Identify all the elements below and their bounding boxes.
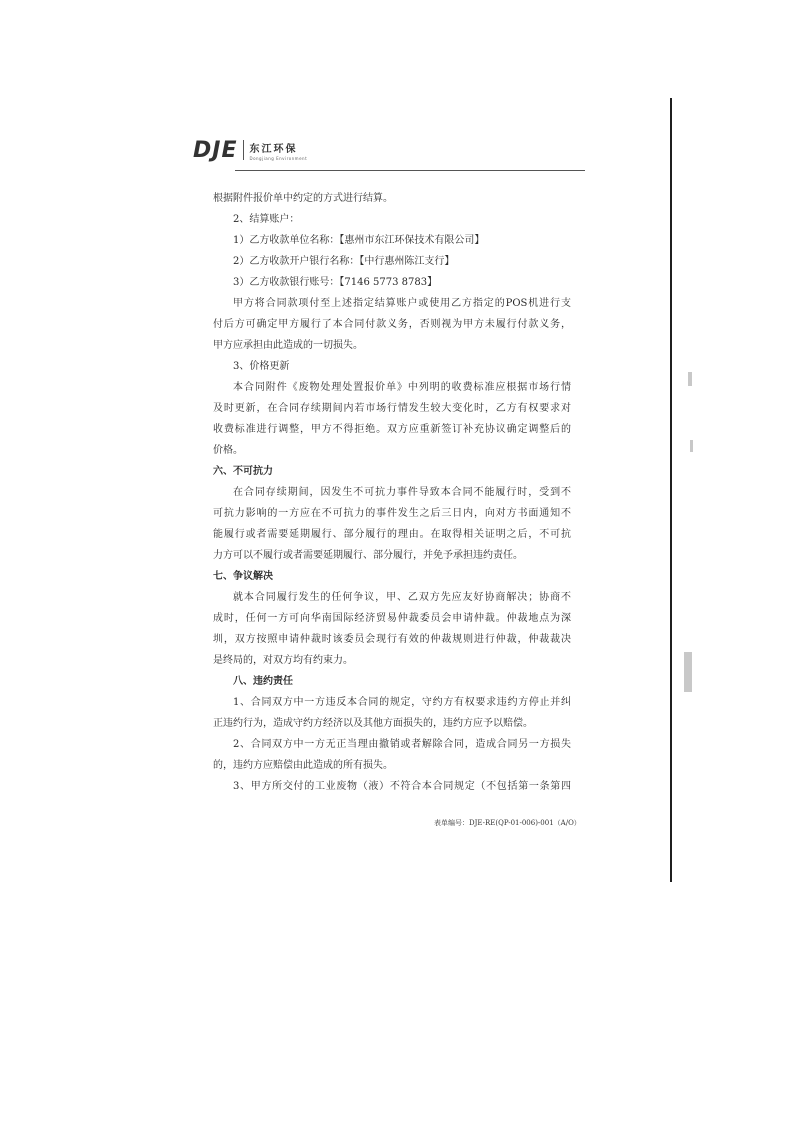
text-line: 在合同存续期间，因发生不可抗力事件导致本合同不能履行时，受到不 (233, 487, 571, 498)
text-line: 1、合同双方中一方违反本合同的规定，守约方有权要求违约方停止并纠 (233, 697, 571, 708)
text-line: 能履行或者需要延期履行、部分履行的理由。在取得相关证明之后，不可抗 (213, 529, 571, 540)
text-line: 收费标准进行调整，甲方不得拒绝。双方应重新签订补充协议确定调整后的 (213, 424, 571, 435)
logo-company-name: 东江环保 (249, 143, 298, 155)
text-line: 3、价格更新 (233, 361, 290, 372)
scan-smudge (688, 372, 692, 386)
logo-mark: DJE (193, 137, 238, 163)
text-line: 2）乙方收款开户银行名称：【中行惠州陈江支行】 (233, 256, 455, 267)
logo-text (249, 140, 307, 161)
text-line: 正违约行为，造成守约方经济以及其他方面损失的，违约方应予以赔偿。 (213, 718, 533, 729)
scan-smudge (684, 652, 692, 692)
form-number: 表单编号：DJE-RE(QP-01-006)-001（A/O） (434, 819, 581, 827)
logo-divider (243, 140, 244, 160)
text-line: 是终局的，对双方均有约束力。 (213, 655, 353, 666)
section-heading: 六、不可抗力 (213, 466, 273, 477)
header-rule (235, 170, 585, 171)
text-line: 3、甲方所交付的工业废物（液）不符合本合同规定（不包括第一条第四 (233, 781, 571, 792)
text-line: 成时，任何一方可向华南国际经济贸易仲裁委员会申请仲裁。仲裁地点为深 (213, 613, 571, 624)
text-line: 付后方可确定甲方履行了本合同付款义务，否则视为甲方未履行付款义务， (213, 319, 571, 330)
scan-smudge (690, 440, 693, 452)
text-line: 力方可以不履行或者需要延期履行、部分履行，并免予承担违约责任。 (213, 550, 523, 561)
text-line: 2、结算账户： (233, 214, 300, 225)
text-line: 根据附件报价单中约定的方式进行结算。 (213, 193, 393, 204)
text-line: 2、合同双方中一方无正当理由撤销或者解除合同，造成合同另一方损失 (233, 739, 571, 750)
company-logo (193, 139, 307, 161)
section-heading: 八、违约责任 (233, 676, 293, 687)
text-line: 及时更新，在合同存续期间内若市场行情发生较大变化时，乙方有权要求对 (213, 403, 571, 414)
text-line: 本合同附件《废物处理处置报价单》中列明的收费标准应根据市场行情 (233, 382, 571, 393)
text-line: 甲方将合同款项付至上述指定结算账户或使用乙方指定的POS机进行支 (233, 298, 571, 309)
logo-company-name-en: Dongjiang Environment (249, 155, 308, 161)
text-line: 可抗力影响的一方应在不可抗力的事件发生之后三日内，向对方书面通知不 (213, 508, 571, 519)
text-line: 1）乙方收款单位名称：【惠州市东江环保技术有限公司】 (233, 235, 485, 246)
document-body (213, 188, 571, 797)
scan-edge-line (670, 98, 672, 882)
text-line: 价格。 (213, 445, 243, 456)
section-heading: 七、争议解决 (213, 571, 273, 582)
text-line: 的，违约方应赔偿由此造成的所有损失。 (213, 760, 393, 771)
page-header (193, 139, 585, 173)
text-line: 甲方应承担由此造成的一切损失。 (213, 340, 363, 351)
text-line: 圳，双方按照申请仲裁时该委员会现行有效的仲裁规则进行仲裁，仲裁裁决 (213, 634, 571, 645)
text-line: 就本合同履行发生的任何争议，甲、乙双方先应友好协商解决；协商不 (233, 592, 571, 603)
text-line: 3）乙方收款银行账号：【7146 5773 8783】 (233, 277, 438, 288)
